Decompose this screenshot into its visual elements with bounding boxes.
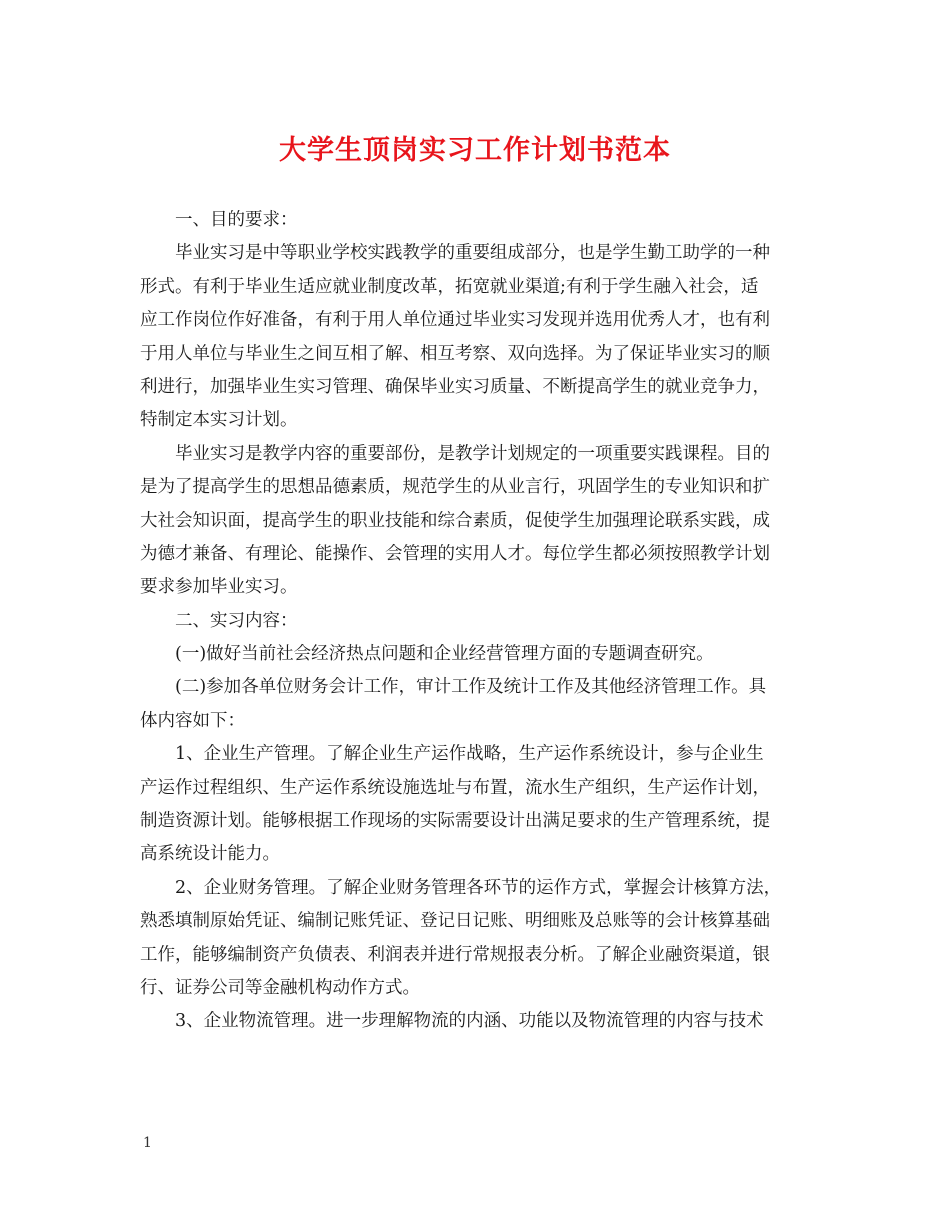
text-line: 特制定本实习计划。	[140, 410, 298, 431]
document-title: 大学生顶岗实习工作计划书范本	[279, 135, 671, 166]
text-line: 是为了提高学生的思想品德素质，规范学生的从业言行，巩固学生的专业知识和扩	[140, 477, 770, 498]
document-body	[140, 204, 812, 1039]
text-line: 二、实习内容：	[175, 610, 298, 631]
text-line: 应工作岗位作好准备，有利于用人单位通过毕业实习发现并选用优秀人才，也有利	[140, 310, 770, 331]
text-line: 要求参加毕业实习。	[140, 577, 298, 598]
text-line: 高系统设计能力。	[140, 844, 280, 865]
text-line: 大社会知识面，提高学生的职业技能和综合素质，促使学生加强理论联系实践，成	[140, 510, 770, 531]
text-line: 熟悉填制原始凭证、编制记账凭证、登记日记账、明细账及总账等的会计核算基础	[140, 911, 770, 932]
text-line: 毕业实习是教学内容的重要部份，是教学计划规定的一项重要实践课程。目的	[175, 443, 770, 464]
text-line: 3、企业物流管理。进一步理解物流的内涵、功能以及物流管理的内容与技术	[175, 1011, 764, 1032]
text-line: 于用人单位与毕业生之间互相了解、相互考察、双向选择。为了保证毕业实习的顺	[140, 343, 770, 364]
text-line: 制造资源计划。能够根据工作现场的实际需要设计出满足要求的生产管理系统，提	[140, 811, 770, 832]
text-line: 一、目的要求：	[175, 210, 298, 230]
text-line: 毕业实习是中等职业学校实践教学的重要组成部分，也是学生勤工助学的一种	[175, 243, 770, 264]
text-line: 1、企业生产管理。了解企业生产运作战略，生产运作系统设计，参与企业生	[175, 744, 764, 765]
text-line: 产运作过程组织、生产运作系统设施选址与布置，流水生产组织，生产运作计划，	[140, 777, 770, 798]
text-line: 2、企业财务管理。了解企业财务管理各环节的运作方式，掌握会计核算方法，	[175, 877, 782, 898]
text-line: 体内容如下：	[140, 710, 245, 731]
text-line: (二)参加各单位财务会计工作，审计工作及统计工作及其他经济管理工作。具	[175, 677, 767, 698]
text-line: 形式。有利于毕业生适应就业制度改革，拓宽就业渠道;有利于学生融入社会，适	[140, 276, 759, 297]
text-line: 工作，能够编制资产负债表、利润表并进行常规报表分析。了解企业融资渠道，银	[140, 944, 770, 965]
text-line: (一)做好当前社会经济热点问题和企业经营管理方面的专题调查研究。	[175, 644, 714, 665]
text-line: 为德才兼备、有理论、能操作、会管理的实用人才。每位学生都必须按照教学计划	[140, 543, 770, 564]
page-number: 1	[143, 1135, 152, 1151]
text-line: 行、证券公司等金融机构动作方式。	[140, 977, 420, 998]
text-line: 利进行，加强毕业生实习管理、确保毕业实习质量、不断提高学生的就业竞争力，	[140, 376, 770, 397]
